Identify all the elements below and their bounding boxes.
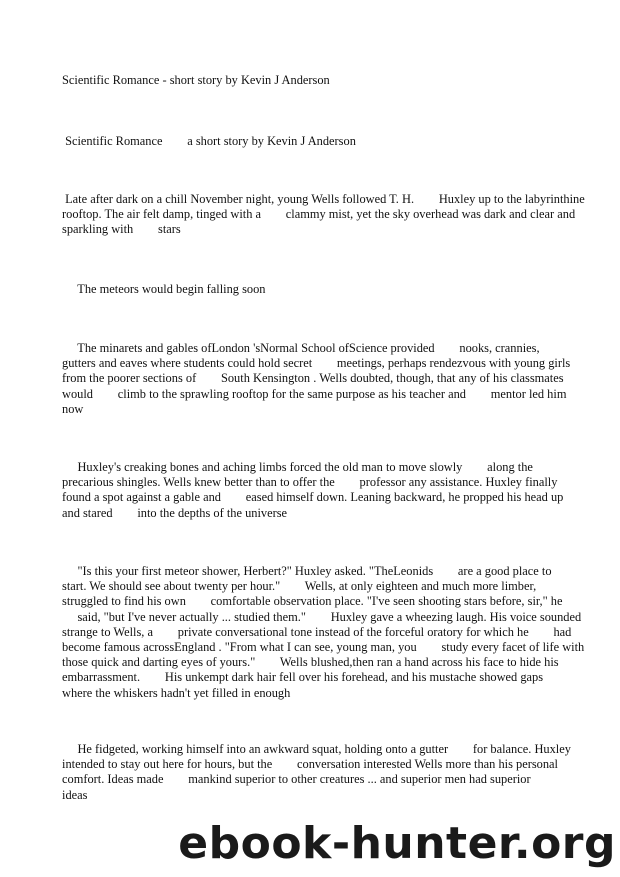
paragraph-line: now xyxy=(62,401,84,416)
paragraph-line: "Is this your first meteor shower, Herbert?" Huxley asked. "TheLeonids are a good place to xyxy=(62,564,552,578)
paragraph-line: The minarets and gables ofLondon 'sNormal School ofScience provided nooks, crannies, xyxy=(62,341,540,355)
paragraph-6 xyxy=(62,742,571,803)
watermark-logo: ebook-hunter.org xyxy=(178,818,616,869)
paragraph-line: and stared into the depths of the universe xyxy=(62,505,288,520)
paragraph-line: intended to stay out here for hours, but the conversation interested Wells more than his personal xyxy=(62,757,558,772)
paragraph-line: struggled to find his own comfortable observation place. "I've seen shooting stars before, sir," he xyxy=(62,594,563,609)
paragraph-line: rooftop. The air felt damp, tinged with a clammy mist, yet the sky overhead was dark and clear and xyxy=(62,207,576,222)
paragraph-line: Late after dark on a chill November night, young Wells followed T. H. Huxley up to the labyrinthine xyxy=(62,192,585,206)
paragraph-2 xyxy=(62,282,562,297)
paragraph-3 xyxy=(62,341,571,417)
paragraph-1 xyxy=(62,192,585,238)
page-header-title: Scientific Romance - short story by Kevin J Anderson xyxy=(62,73,330,87)
paragraph-line: sparkling with stars xyxy=(62,222,181,237)
paragraph-line: those quick and darting eyes of yours." Wells blushed,then ran a hand across his face to hide his xyxy=(62,655,559,670)
paragraph-line: where the whiskers hadn't yet filled in enough xyxy=(62,685,291,700)
paragraph-line: start. We should see about twenty per hour." Wells, at only eighteen and much more limber, xyxy=(62,579,537,594)
story-title: Scientific Romance a short story by Kevin J Anderson xyxy=(62,134,356,148)
paragraph-line: from the poorer sections of South Kensington . Wells doubted, though, that any of his classmates xyxy=(62,371,564,386)
paragraph-line: embarrassment. His unkempt dark hair fell over his forehead, and his mustache showed gaps xyxy=(62,670,544,685)
paragraph-line: would climb to the sprawling rooftop for the same purpose as his teacher and mentor led him xyxy=(62,386,567,401)
paragraph-line: He fidgeted, working himself into an awkward squat, holding onto a gutter for balance. Huxley xyxy=(62,742,571,756)
paragraph-line: gutters and eaves where students could hold secret meetings, perhaps rendezvous with young girls xyxy=(62,356,571,371)
paragraph-line: said, "but I've never actually ... studied them." Huxley gave a wheezing laugh. His voice sounded xyxy=(62,609,582,624)
paragraph-line: found a spot against a gable and eased himself down. Leaning backward, he propped his head up xyxy=(62,490,564,505)
paragraph-line: strange to Wells, a private conversational tone instead of the forceful oratory for which he had xyxy=(62,624,572,639)
paragraph-line: The meteors would begin falling soon xyxy=(62,282,266,296)
paragraph-5 xyxy=(62,564,585,701)
paragraph-line: Huxley's creaking bones and aching limbs forced the old man to move slowly along the xyxy=(62,460,533,474)
paragraph-line: become famous acrossEngland . "From what I can see, young man, you study every facet of life with xyxy=(62,640,585,655)
paragraph-line: comfort. Ideas made mankind superior to other creatures ... and superior men had superior xyxy=(62,772,531,787)
paragraph-4 xyxy=(62,460,562,521)
paragraph-line: precarious shingles. Wells knew better than to offer the professor any assistance. Huxley finally xyxy=(62,475,558,490)
paragraph-line: ideas xyxy=(62,787,88,802)
